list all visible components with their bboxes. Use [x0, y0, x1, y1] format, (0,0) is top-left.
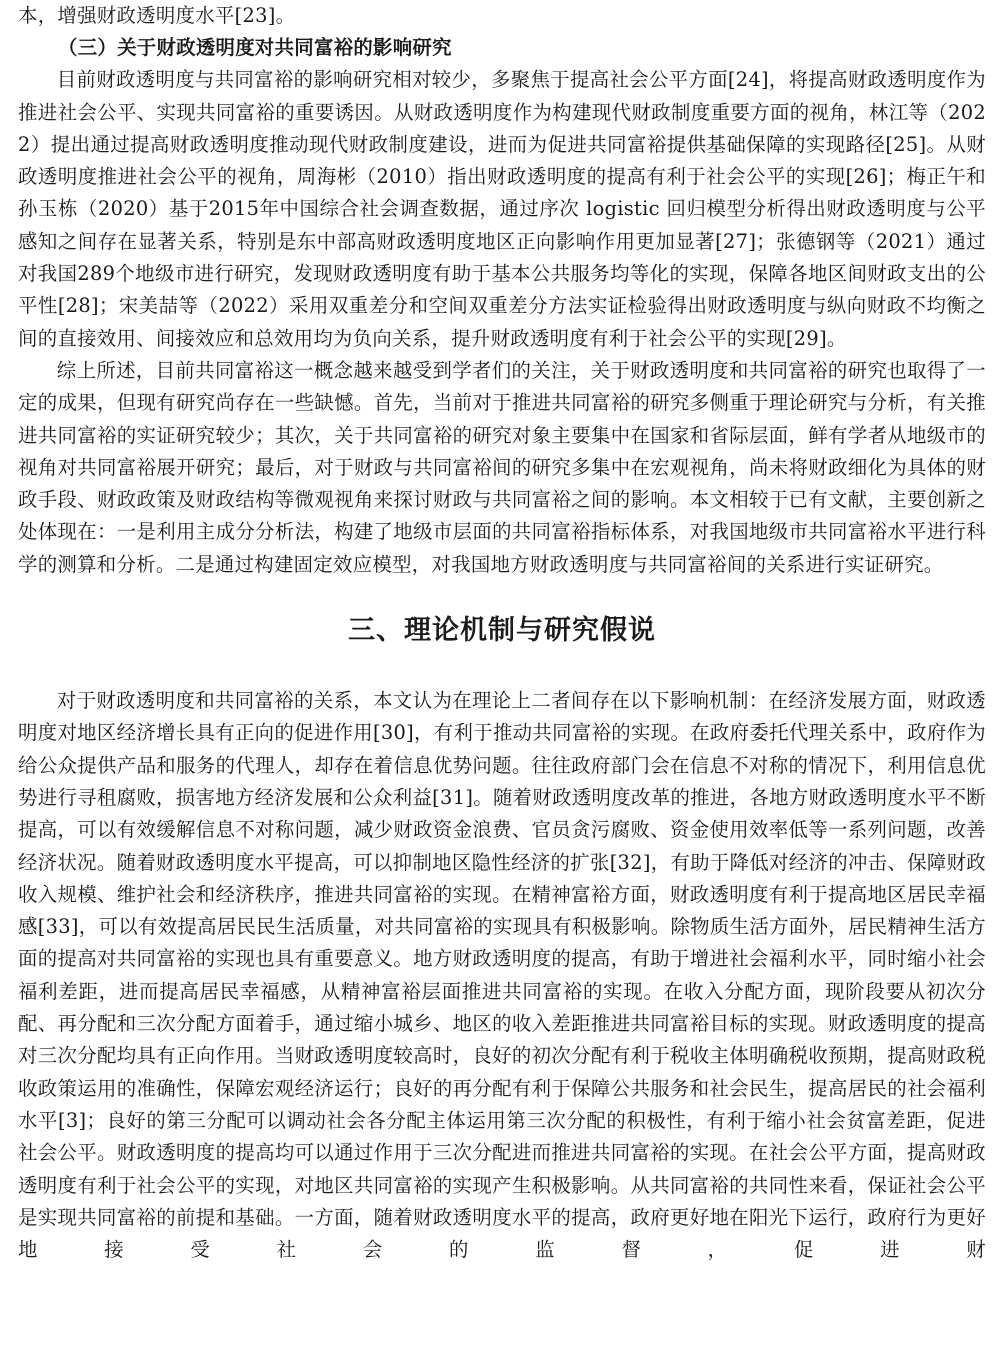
section-title: 三、理论机制与研究假说	[348, 615, 656, 647]
paragraph-3: 对于财政透明度和共同富裕的关系，本文认为在理论上二者间存在以下影响机制：在经济发展方面，财政透明度对地区经济增长具有正向的促进作用[30]，有利于推动共同富裕的实现。在政府委托代理关系中，政府作为给公众提供产品和服务的代理人，却存在着信息优势问题。往往政府部门会在信息不对称的情况下，利用信息优势进行寻租腐败，损害地方经济发展和公众利益[31]。随着财政透明度改革的推进，各地方财政透明度水平不断提高，可以有效缓解信息不对称问题，减少财政资金浪费、官员贪污腐败、资金使用效率低等一系列问题，改善经济状况。随着财政透明度水平提高，可以抑制地区隐性经济的扩张[32]，有助于降低对经济的冲击、保障财政收入规模、维护社会和经济秩序，推进共同富裕的实现。在精神富裕方面，财政透明度有利于提高地区居民幸福感[33]，可以有效提高居民民生活质量，对共同富裕的实现具有积极影响。除物质生活方面外，居民精神生活方面的提高对共同富裕的实现也具有重要意义。地方财政透明度的提高，有助于增进社会福利水平，同时缩小社会福利差距，进而提高居民幸福感，从精神富裕层面推进共同富裕的实现。在收入分配方面，现阶段要从初次分配、再分配和三次分配方面着手，通过缩小城乡、地区的收入差距推进共同富裕目标的实现。财政透明度的提高对三次分配均具有正向作用。当财政透明度较高时，良好的初次分配有利于税收主体明确税收预期，提高财政税收政策运用的准确性，保障宏观经济运行；良好的再分配有利于保障公共服务和社会民生，提高居民的社会福利水平[3]；良好的第三分配可以调动社会各分配主体运用第三次分配的积极性，有利于缩小社会贫富差距，促进社会公平。财政透明度的提高均可以通过作用于三次分配进而推进共同富裕的实现。在社会公平方面，提高财政透明度有利于社会公平的实现，对地区共同富裕的实现产生积极影响。从共同富裕的共同性来看，保证社会公平是实现共同富裕的前提和基础。一方面，随着财政透明度水平的提高，政府更好地在阳光下运行，政府行为更好地接受社会的监督，促进财	[18, 689, 986, 1262]
top-fragment: 本，增强财政透明度水平[23]。	[18, 4, 296, 27]
paragraph-1: 目前财政透明度与共同富裕的影响研究相对较少，多聚焦于提高社会公平方面[24]，将提高财政透明度作为推进社会公平、实现共同富裕的重要诱因。从财政透明度作为构建现代财政制度重要方面的视角，林江等（2022）提出通过提高财政透明度推动现代财政制度建设，进而为促进共同富裕提供基础保障的实现路径[25]。从财政透明度推进社会公平的视角，周海彬（2010）指出财政透明度的提高有利于社会公平的实现[26]；梅正午和孙玉栋（2020）基于2015年中国综合社会调查数据，通过序次 logistic 回归模型分析得出财政透明度与公平感知之间存在显著关系，特别是东中部高财政透明度地区正向影响作用更加显著[27]；张德钢等（2021）通过对我国289个地级市进行研究，发现财政透明度有助于基本公共服务均等化的实现，保障各地区间财政支出的公平性[28]；宋美喆等（2022）采用双重差分和空间双重差分方法实证检验得出财政透明度与纵向财政不均衡之间的直接效用、间接效应和总效用均为负向关系，提升财政透明度有利于社会公平的实现[29]。	[18, 68, 986, 350]
paragraph-2: 综上所述，目前共同富裕这一概念越来越受到学者们的关注，关于财政透明度和共同富裕的研究也取得了一定的成果，但现有研究尚存在一些缺憾。首先，当前对于推进共同富裕的研究多侧重于理论研究与分析，有关推进共同富裕的实证研究较少；其次，关于共同富裕的研究对象主要集中在国家和省际层面，鲜有学者从地级市的视角对共同富裕展开研究；最后，对于财政与共同富裕间的研究多集中在宏观视角，尚未将财政细化为具体的财政手段、财政政策及财政结构等微观视角来探讨财政与共同富裕之间的影响。本文相较于已有文献，主要创新之处体现在：一是利用主成分分析法，构建了地级市层面的共同富裕指标体系，对我国地级市共同富裕水平进行科学的测算和分析。二是通过构建固定效应模型，对我国地方财政透明度与共同富裕间的关系进行实证研究。	[18, 358, 986, 576]
subsection-title: （三）关于财政透明度对共同富裕的影响研究	[58, 36, 452, 60]
paper-page	[18, 0, 986, 1266]
